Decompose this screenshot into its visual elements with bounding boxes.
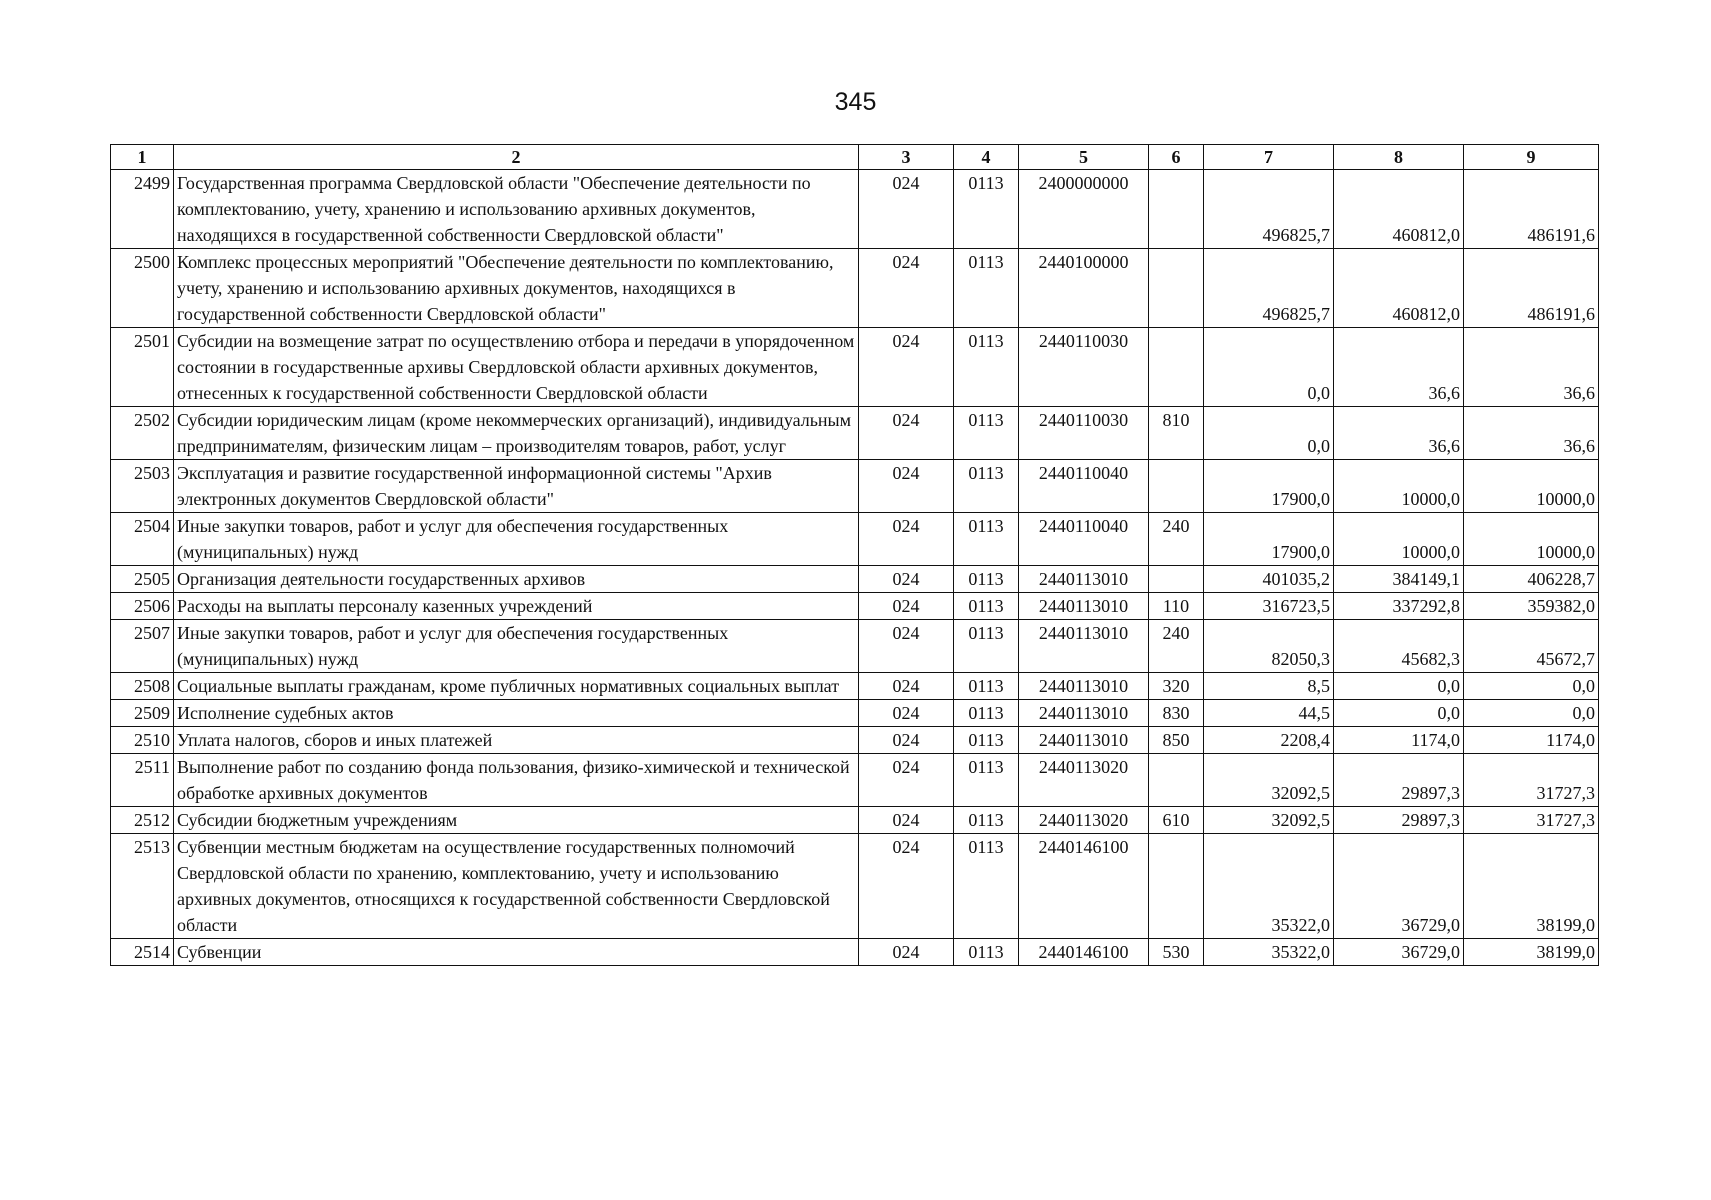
expense-type-code bbox=[1149, 566, 1204, 593]
ministry-code: 024 bbox=[859, 407, 954, 460]
ministry-code: 024 bbox=[859, 593, 954, 620]
amount-col-7: 82050,3 bbox=[1204, 620, 1334, 673]
amount-col-8: 29897,3 bbox=[1334, 754, 1464, 807]
row-name: Иные закупки товаров, работ и услуг для обеспечения государственных (муниципальных) нужд bbox=[174, 620, 859, 673]
amount-col-7: 496825,7 bbox=[1204, 249, 1334, 328]
amount-col-8: 36729,0 bbox=[1334, 834, 1464, 939]
amount-col-9: 36,6 bbox=[1464, 328, 1599, 407]
ministry-code: 024 bbox=[859, 673, 954, 700]
section-code: 0113 bbox=[954, 673, 1019, 700]
row-name: Иные закупки товаров, работ и услуг для обеспечения государственных (муниципальных) нужд bbox=[174, 513, 859, 566]
section-code: 0113 bbox=[954, 939, 1019, 966]
expense-type-code bbox=[1149, 754, 1204, 807]
amount-col-9: 486191,6 bbox=[1464, 170, 1599, 249]
row-name: Выполнение работ по созданию фонда пользования, физико-химической и технической обработке архивных документов bbox=[174, 754, 859, 807]
ministry-code: 024 bbox=[859, 834, 954, 939]
row-number: 2507 bbox=[111, 620, 174, 673]
row-number: 2512 bbox=[111, 807, 174, 834]
amount-col-9: 0,0 bbox=[1464, 673, 1599, 700]
amount-col-8: 0,0 bbox=[1334, 700, 1464, 727]
target-article-code: 2440110030 bbox=[1019, 328, 1149, 407]
section-code: 0113 bbox=[954, 407, 1019, 460]
amount-col-8: 10000,0 bbox=[1334, 460, 1464, 513]
target-article-code: 2440110040 bbox=[1019, 460, 1149, 513]
target-article-code: 2440113010 bbox=[1019, 593, 1149, 620]
target-article-code: 2440113010 bbox=[1019, 700, 1149, 727]
ministry-code: 024 bbox=[859, 807, 954, 834]
row-name: Государственная программа Свердловской области "Обеспечение деятельности по комплектованию, учету, хранению и использованию архивных документов, находящихся в государственной собственности Свердловской области" bbox=[174, 170, 859, 249]
target-article-code: 2440113020 bbox=[1019, 807, 1149, 834]
table-header bbox=[111, 145, 1599, 170]
target-article-code: 2440113020 bbox=[1019, 754, 1149, 807]
section-code: 0113 bbox=[954, 807, 1019, 834]
table-row bbox=[111, 807, 1599, 834]
amount-col-9: 486191,6 bbox=[1464, 249, 1599, 328]
row-name: Эксплуатация и развитие государственной информационной системы "Архив электронных документов Свердловской области" bbox=[174, 460, 859, 513]
amount-col-8: 337292,8 bbox=[1334, 593, 1464, 620]
column-header-6: 6 bbox=[1149, 145, 1204, 170]
row-name: Исполнение судебных актов bbox=[174, 700, 859, 727]
section-code: 0113 bbox=[954, 620, 1019, 673]
amount-col-7: 8,5 bbox=[1204, 673, 1334, 700]
section-code: 0113 bbox=[954, 754, 1019, 807]
target-article-code: 2440100000 bbox=[1019, 249, 1149, 328]
table-row bbox=[111, 673, 1599, 700]
amount-col-7: 316723,5 bbox=[1204, 593, 1334, 620]
expense-type-code: 610 bbox=[1149, 807, 1204, 834]
amount-col-9: 0,0 bbox=[1464, 700, 1599, 727]
target-article-code: 2440110040 bbox=[1019, 513, 1149, 566]
amount-col-9: 1174,0 bbox=[1464, 727, 1599, 754]
ministry-code: 024 bbox=[859, 249, 954, 328]
ministry-code: 024 bbox=[859, 939, 954, 966]
row-number: 2499 bbox=[111, 170, 174, 249]
row-number: 2505 bbox=[111, 566, 174, 593]
row-name: Уплата налогов, сборов и иных платежей bbox=[174, 727, 859, 754]
amount-col-9: 406228,7 bbox=[1464, 566, 1599, 593]
expense-type-code: 110 bbox=[1149, 593, 1204, 620]
target-article-code: 2440113010 bbox=[1019, 620, 1149, 673]
amount-col-8: 460812,0 bbox=[1334, 170, 1464, 249]
target-article-code: 2440113010 bbox=[1019, 566, 1149, 593]
table-row bbox=[111, 939, 1599, 966]
ministry-code: 024 bbox=[859, 700, 954, 727]
table-row bbox=[111, 170, 1599, 249]
row-number: 2509 bbox=[111, 700, 174, 727]
target-article-code: 2440113010 bbox=[1019, 673, 1149, 700]
column-header-4: 4 bbox=[954, 145, 1019, 170]
expense-type-code bbox=[1149, 460, 1204, 513]
row-number: 2513 bbox=[111, 834, 174, 939]
ministry-code: 024 bbox=[859, 328, 954, 407]
table-row bbox=[111, 513, 1599, 566]
section-code: 0113 bbox=[954, 513, 1019, 566]
amount-col-9: 10000,0 bbox=[1464, 513, 1599, 566]
row-number: 2508 bbox=[111, 673, 174, 700]
amount-col-9: 359382,0 bbox=[1464, 593, 1599, 620]
expense-type-code: 530 bbox=[1149, 939, 1204, 966]
section-code: 0113 bbox=[954, 700, 1019, 727]
column-header-7: 7 bbox=[1204, 145, 1334, 170]
table-row bbox=[111, 700, 1599, 727]
table-row bbox=[111, 727, 1599, 754]
row-number: 2501 bbox=[111, 328, 174, 407]
row-name: Расходы на выплаты персоналу казенных учреждений bbox=[174, 593, 859, 620]
target-article-code: 2440146100 bbox=[1019, 834, 1149, 939]
row-name: Субвенции местным бюджетам на осуществление государственных полномочий Свердловской области по хранению, комплектованию, учету и использованию архивных документов, относящихся к государственной собственности Свердловской области bbox=[174, 834, 859, 939]
amount-col-8: 36729,0 bbox=[1334, 939, 1464, 966]
table-row bbox=[111, 249, 1599, 328]
amount-col-8: 384149,1 bbox=[1334, 566, 1464, 593]
amount-col-9: 45672,7 bbox=[1464, 620, 1599, 673]
amount-col-7: 17900,0 bbox=[1204, 460, 1334, 513]
amount-col-8: 36,6 bbox=[1334, 407, 1464, 460]
expense-type-code: 240 bbox=[1149, 513, 1204, 566]
ministry-code: 024 bbox=[859, 170, 954, 249]
expense-type-code bbox=[1149, 834, 1204, 939]
amount-col-7: 32092,5 bbox=[1204, 807, 1334, 834]
ministry-code: 024 bbox=[859, 566, 954, 593]
amount-col-7: 496825,7 bbox=[1204, 170, 1334, 249]
row-name: Социальные выплаты гражданам, кроме публичных нормативных социальных выплат bbox=[174, 673, 859, 700]
amount-col-7: 17900,0 bbox=[1204, 513, 1334, 566]
ministry-code: 024 bbox=[859, 620, 954, 673]
section-code: 0113 bbox=[954, 566, 1019, 593]
amount-col-9: 10000,0 bbox=[1464, 460, 1599, 513]
section-code: 0113 bbox=[954, 328, 1019, 407]
table-row bbox=[111, 620, 1599, 673]
table-row bbox=[111, 593, 1599, 620]
table-row bbox=[111, 754, 1599, 807]
column-header-2: 2 bbox=[174, 145, 859, 170]
section-code: 0113 bbox=[954, 727, 1019, 754]
budget-table bbox=[110, 144, 1599, 966]
row-name: Комплекс процессных мероприятий "Обеспечение деятельности по комплектованию, учету, хранению и использованию архивных документов, находящихся в государственной собственности Свердловской области" bbox=[174, 249, 859, 328]
ministry-code: 024 bbox=[859, 754, 954, 807]
target-article-code: 2440146100 bbox=[1019, 939, 1149, 966]
amount-col-7: 35322,0 bbox=[1204, 939, 1334, 966]
target-article-code: 2400000000 bbox=[1019, 170, 1149, 249]
page-number: 345 bbox=[834, 88, 877, 116]
amount-col-8: 460812,0 bbox=[1334, 249, 1464, 328]
row-name: Субвенции bbox=[174, 939, 859, 966]
section-code: 0113 bbox=[954, 170, 1019, 249]
column-header-1: 1 bbox=[111, 145, 174, 170]
table-row bbox=[111, 460, 1599, 513]
amount-col-9: 38199,0 bbox=[1464, 939, 1599, 966]
row-number: 2514 bbox=[111, 939, 174, 966]
expense-type-code: 240 bbox=[1149, 620, 1204, 673]
amount-col-7: 44,5 bbox=[1204, 700, 1334, 727]
row-number: 2500 bbox=[111, 249, 174, 328]
amount-col-8: 10000,0 bbox=[1334, 513, 1464, 566]
amount-col-7: 32092,5 bbox=[1204, 754, 1334, 807]
amount-col-7: 0,0 bbox=[1204, 328, 1334, 407]
table-row bbox=[111, 566, 1599, 593]
table-row bbox=[111, 407, 1599, 460]
amount-col-8: 0,0 bbox=[1334, 673, 1464, 700]
column-header-9: 9 bbox=[1464, 145, 1599, 170]
section-code: 0113 bbox=[954, 593, 1019, 620]
ministry-code: 024 bbox=[859, 460, 954, 513]
table-body bbox=[111, 170, 1599, 966]
column-header-8: 8 bbox=[1334, 145, 1464, 170]
amount-col-8: 36,6 bbox=[1334, 328, 1464, 407]
header-row bbox=[111, 145, 1599, 170]
row-number: 2503 bbox=[111, 460, 174, 513]
amount-col-9: 36,6 bbox=[1464, 407, 1599, 460]
amount-col-7: 2208,4 bbox=[1204, 727, 1334, 754]
table-row bbox=[111, 328, 1599, 407]
expense-type-code: 850 bbox=[1149, 727, 1204, 754]
row-name: Субсидии на возмещение затрат по осуществлению отбора и передачи в упорядоченном состоянии в государственные архивы Свердловской области архивных документов, отнесенных к государственной собственности Свердловской области bbox=[174, 328, 859, 407]
amount-col-9: 31727,3 bbox=[1464, 807, 1599, 834]
amount-col-9: 31727,3 bbox=[1464, 754, 1599, 807]
amount-col-8: 29897,3 bbox=[1334, 807, 1464, 834]
expense-type-code: 830 bbox=[1149, 700, 1204, 727]
row-number: 2506 bbox=[111, 593, 174, 620]
ministry-code: 024 bbox=[859, 513, 954, 566]
row-name: Субсидии бюджетным учреждениям bbox=[174, 807, 859, 834]
amount-col-8: 45682,3 bbox=[1334, 620, 1464, 673]
expense-type-code bbox=[1149, 170, 1204, 249]
amount-col-7: 0,0 bbox=[1204, 407, 1334, 460]
row-number: 2511 bbox=[111, 754, 174, 807]
section-code: 0113 bbox=[954, 249, 1019, 328]
column-header-3: 3 bbox=[859, 145, 954, 170]
expense-type-code: 320 bbox=[1149, 673, 1204, 700]
amount-col-9: 38199,0 bbox=[1464, 834, 1599, 939]
amount-col-8: 1174,0 bbox=[1334, 727, 1464, 754]
expense-type-code bbox=[1149, 249, 1204, 328]
expense-type-code: 810 bbox=[1149, 407, 1204, 460]
expense-type-code bbox=[1149, 328, 1204, 407]
row-name: Организация деятельности государственных архивов bbox=[174, 566, 859, 593]
amount-col-7: 35322,0 bbox=[1204, 834, 1334, 939]
column-header-5: 5 bbox=[1019, 145, 1149, 170]
amount-col-7: 401035,2 bbox=[1204, 566, 1334, 593]
section-code: 0113 bbox=[954, 834, 1019, 939]
section-code: 0113 bbox=[954, 460, 1019, 513]
target-article-code: 2440113010 bbox=[1019, 727, 1149, 754]
row-number: 2502 bbox=[111, 407, 174, 460]
row-number: 2504 bbox=[111, 513, 174, 566]
target-article-code: 2440110030 bbox=[1019, 407, 1149, 460]
ministry-code: 024 bbox=[859, 727, 954, 754]
row-number: 2510 bbox=[111, 727, 174, 754]
table-row bbox=[111, 834, 1599, 939]
row-name: Субсидии юридическим лицам (кроме некоммерческих организаций), индивидуальным предпринимателям, физическим лицам – производителям товаров, работ, услуг bbox=[174, 407, 859, 460]
